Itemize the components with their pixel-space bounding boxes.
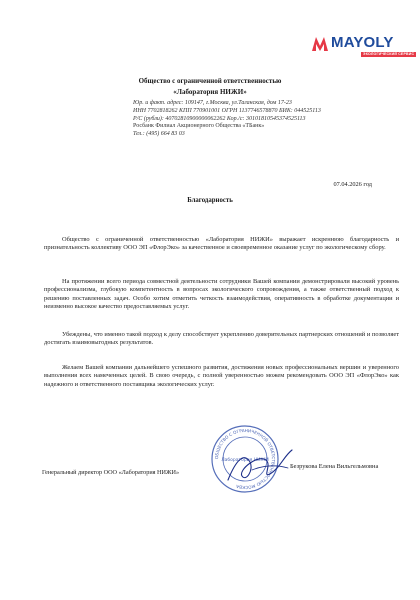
logo-tagline: ЭКОЛОГИЧЕСКИЙ СЕРВИС	[363, 52, 415, 56]
logo-wordmark: MAYOLY	[331, 34, 394, 51]
requisites-inn: ИНН 7702818262 КПП 770901001 ОГРН 1137746578870 БИК: 044525113	[133, 107, 321, 114]
company-type: Общество с ограниченной ответственностью	[138, 77, 282, 85]
requisites-phone: Тел.: (495) 664 83 03	[133, 131, 185, 138]
stamp-center-text: Лаборатория НИЖИ	[221, 458, 269, 463]
company-header	[0, 76, 420, 98]
letter-title: Благодарность	[187, 197, 233, 204]
signer-name: Безрукова Елена Вильгельмовна	[290, 463, 379, 470]
paragraph-wishes: Желаем Вашей компании дальнейшего успешного развития, достижения новых профессиональных вершин и уверенного выполнения всех намеченных целей. В свою очередь, с полной уверенностью можем рекомендовать ООО ЭП «ФлорЭко» как надежного и ответственного поставщика экологических услуг.	[44, 364, 399, 388]
requisites-bank: Росбанк Филиал Акционерного Общества «ТБанк»	[133, 123, 265, 130]
company-logo	[312, 34, 415, 62]
stamp-ring-text: ОБЩЕСТВО С ОГРАНИЧЕННОЙ ОТВЕТСТВЕННОСТЬЮ МОСКВА	[213, 427, 277, 491]
paragraph-partnership: Убеждены, что именно такой подход к делу способствует укреплению доверительных партнерских отношений и позволяет достигать взаимовыгодных результатов.	[44, 331, 399, 347]
company-name: «Лаборатория НИЖИ»	[173, 88, 247, 96]
company-requisites	[133, 100, 393, 139]
signer-position: Генеральный директор ООО «Лаборатория НИЖИ»	[42, 469, 180, 476]
requisites-address: Юр. и факт. адрес: 109147, г.Москва, ул.Таганская, дом 17-23	[133, 100, 292, 106]
letter-date: 07.04.2026 год	[333, 181, 372, 188]
logo-mark-icon	[312, 37, 328, 51]
paragraph-gratitude: Общество с ограниченной ответственностью «Лаборатория НИЖИ» выражает искреннюю благодарность и признательность коллективу ООО ЭП «ФлорЭко» за качественное и своевременное оказание услуг по экологическому сбору.	[44, 236, 399, 252]
paragraph-professionalism: На протяжении всего периода совместной деятельности сотрудники Вашей компании демонстрировали высокий уровень профессионализма, глубокую компетентность в вопросах экологического сопровождения, а также ответственный подход к решению поставленных задач. Особо хотим отметить четкость взаимодействия, оперативность в обработке документации и неизменно высокое качество предоставляемых услуг.	[44, 278, 399, 310]
requisites-account: Р/С (рубли): 40702810900000062262 Кор./с: 30101810545374525113	[133, 115, 306, 122]
